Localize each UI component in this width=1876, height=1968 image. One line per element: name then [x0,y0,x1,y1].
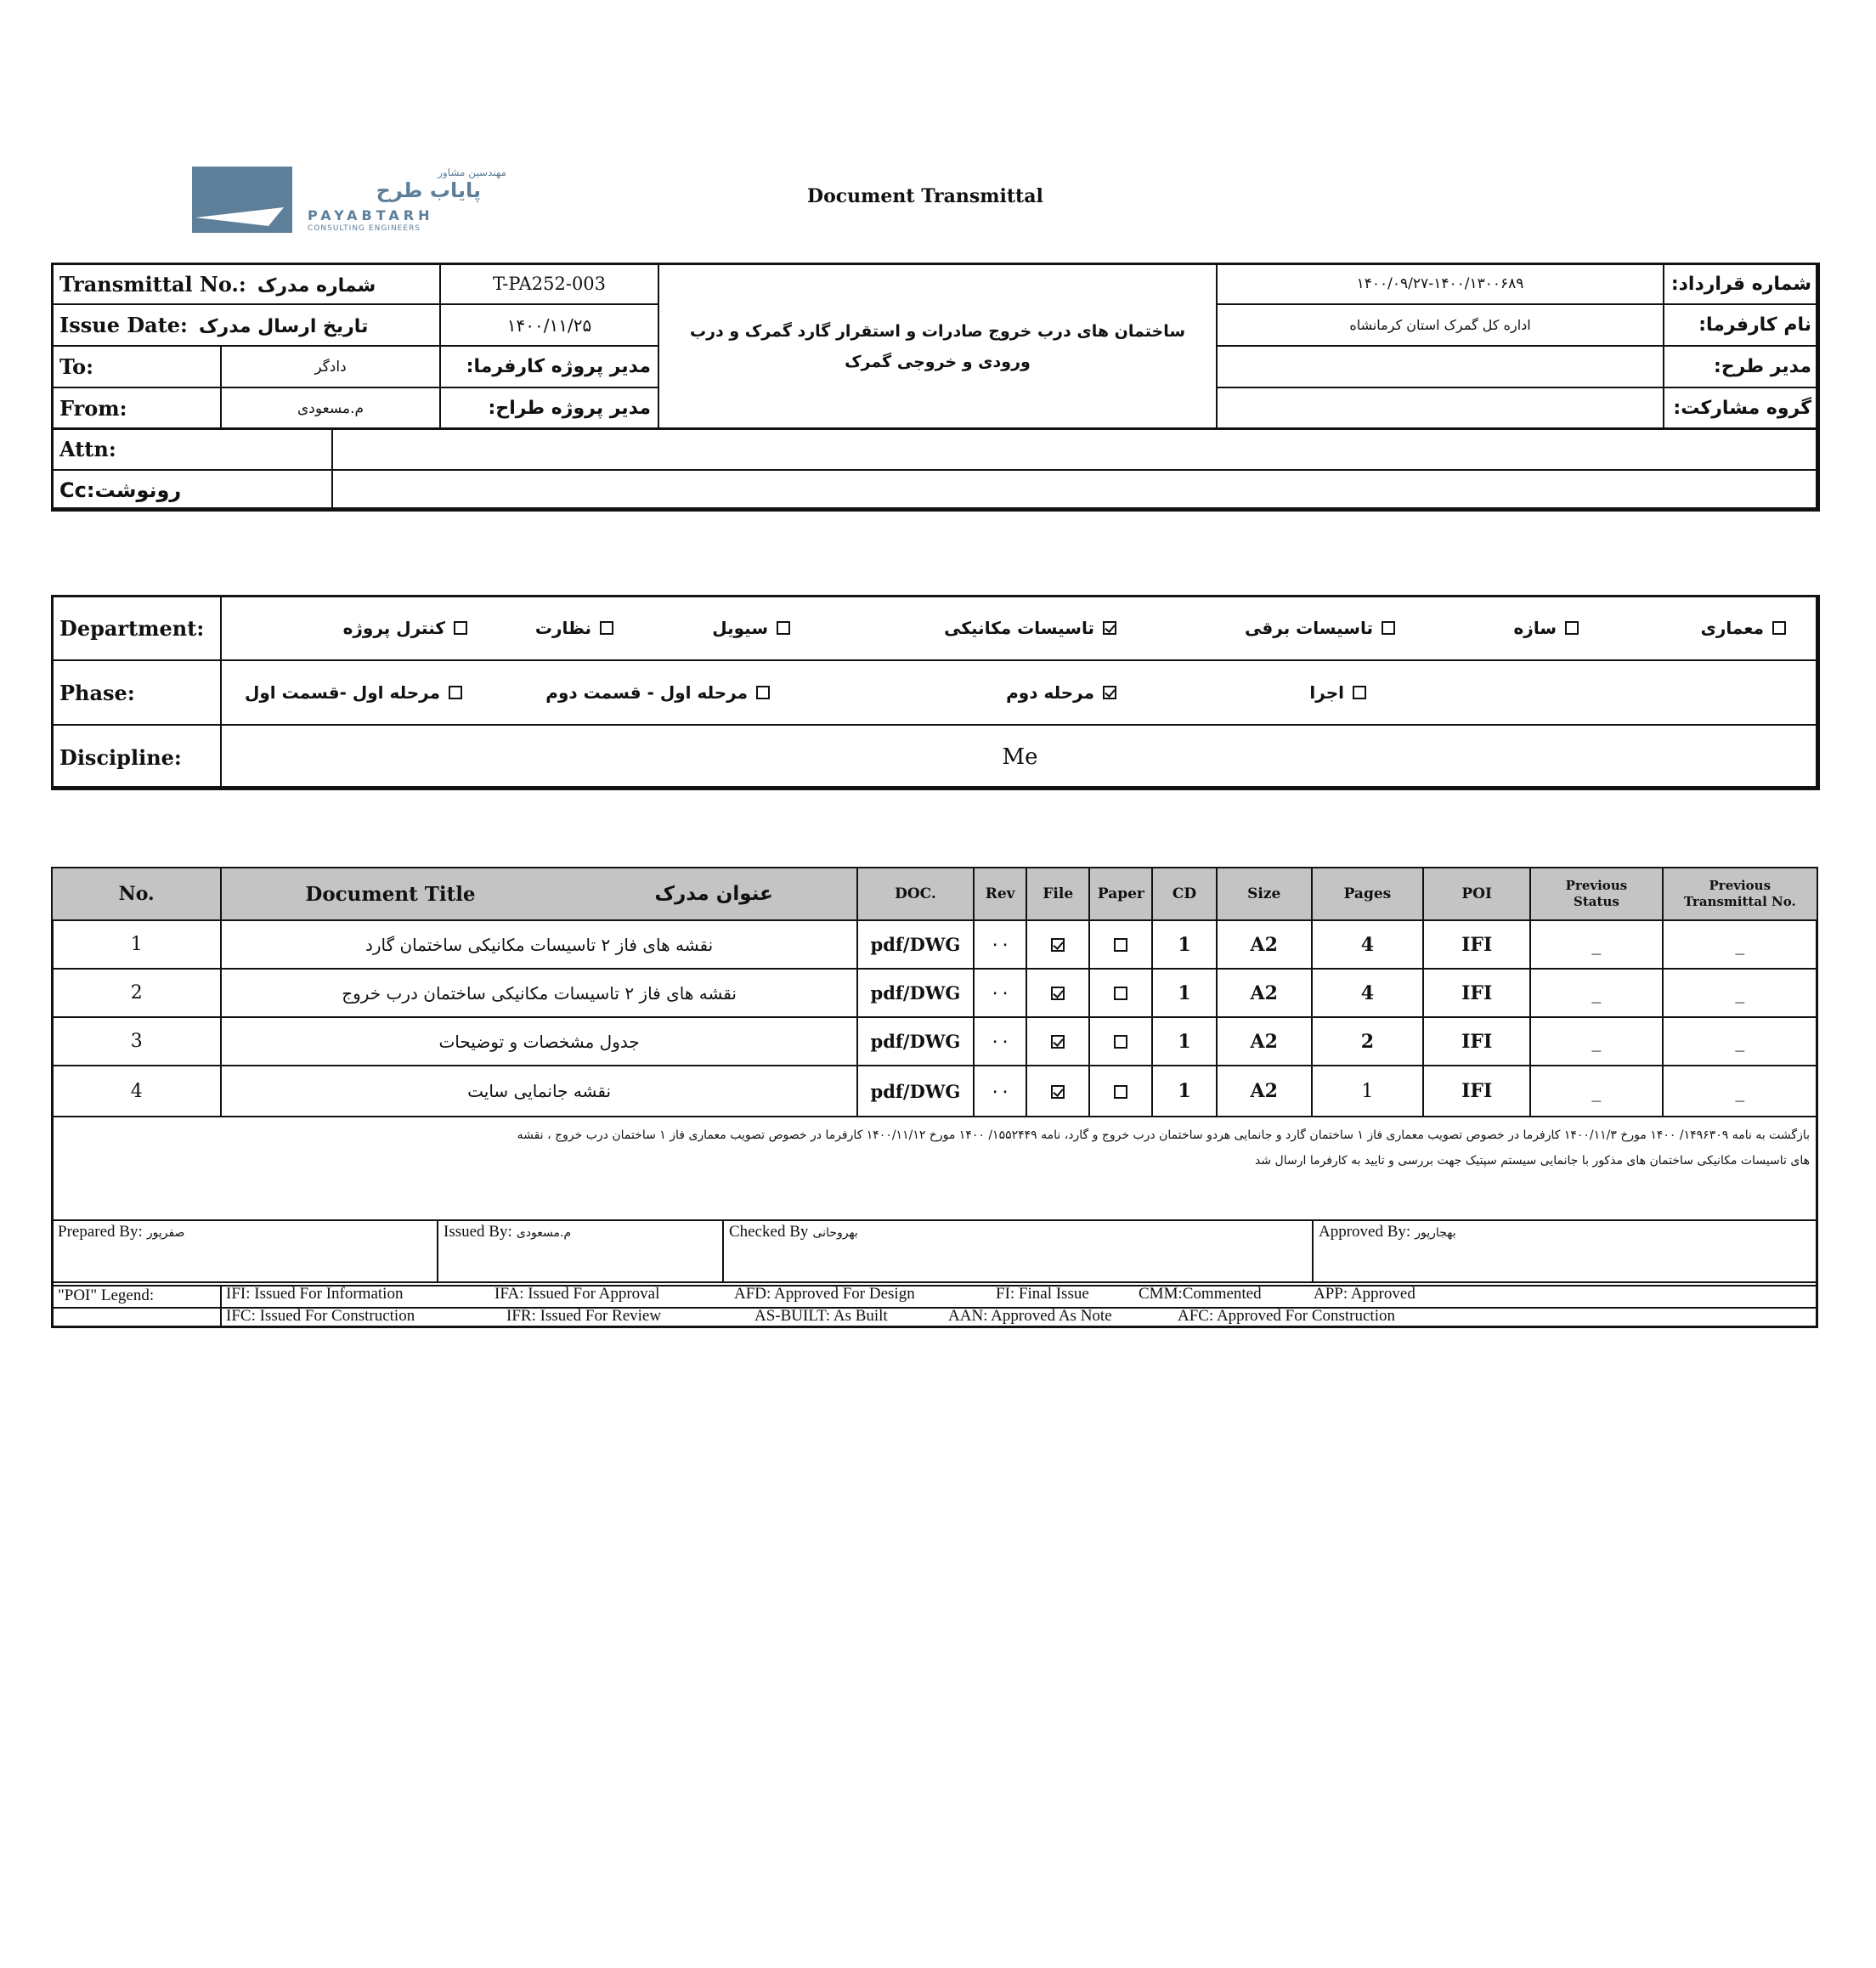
issue-date: ۱۴۰۰/۱۱/۲۵ [440,304,658,346]
client-pm-label: مدیر پروژه کارفرما: [440,346,658,387]
legend-ifr: IFR: Issued For Review [506,1307,662,1325]
row-pages: 2 [1312,1017,1423,1066]
issue-date-label: Issue Date: تاریخ ارسال مدرک [52,304,440,346]
table-row [52,1017,1817,1066]
legend-afc: AFC: Approved For Construction [1178,1307,1395,1325]
row-doc: pdf/DWG [857,920,974,969]
logo-en-sub: CONSULTING ENGINEERS [308,224,421,233]
row-no: 1 [52,920,221,969]
row-doc: pdf/DWG [857,1066,974,1117]
partnership-label: گروه مشارکت: [1664,387,1819,429]
phase-first-stage-part-two-checkbox[interactable] [756,686,770,699]
col-cd: CD [1152,868,1216,920]
legend-label: "POI" Legend: [58,1287,155,1304]
dept-supervision-checkbox[interactable] [600,621,613,635]
row-size: A2 [1217,920,1312,969]
dept-architecture[interactable]: معماری [1701,597,1786,659]
client-value: اداره کل گمرک استان کرمانشاه [1217,304,1664,346]
row-prev-transmittal: _ [1663,1017,1817,1066]
dept-structure-checkbox[interactable] [1565,621,1579,635]
row-no: 4 [52,1066,221,1117]
table-row [52,920,1817,969]
row-file[interactable] [1026,969,1089,1017]
dept-civil[interactable]: سیویل [712,597,790,659]
row-doc: pdf/DWG [857,1017,974,1066]
row-poi: IFI [1423,1017,1530,1066]
design-manager-label: مدیر طرح: [1664,346,1819,387]
attn-value [332,428,1819,470]
row-no: 2 [52,969,221,1017]
attn-label: Attn: [52,428,332,470]
row-prev-transmittal: _ [1663,920,1817,969]
partnership-value [1217,387,1664,429]
col-previous-status: Previous Status [1530,868,1662,920]
row-poi: IFI [1423,1066,1530,1117]
designer-pm-label: مدیر پروژه طراح: [440,387,658,429]
row-rev: ۰۰ [974,1017,1026,1066]
logo-en-name: PAYABTARH [308,207,434,223]
project-title: ساختمان های درب خروج صادرات و استقرار گارد گمرک و درب ورودی و خروجی گمرک [658,263,1217,429]
attn-cc-table [51,427,1820,512]
table-row [52,969,1817,1017]
transmittal-no-label: Transmittal No.: شماره مدرک [52,263,440,304]
company-logo [192,167,506,235]
row-pages: 4 [1312,920,1423,969]
header-table [51,263,1820,430]
col-title: Document Title عنوان مدرک [221,868,856,920]
to-value: دادگر [221,346,440,387]
row-cd: 1 [1152,969,1216,1017]
row-title: جدول مشخصات و توضیحات [221,1017,856,1066]
classification-table [51,595,1820,790]
dept-project-control-checkbox[interactable] [454,621,467,635]
row-pages: 1 [1312,1066,1423,1117]
phase-first-stage-part-one[interactable]: مرحله اول -قسمت اول [245,661,462,724]
phase-second-stage-checkbox[interactable] [1103,686,1116,699]
legend-as-built: AS-BUILT: As Built [754,1307,888,1325]
approved-by: Approved By: بهجارپور [1319,1223,1456,1241]
logo-fa-top: مهندسین مشاور [438,167,506,178]
phase-first-stage-part-one-checkbox[interactable] [449,686,462,699]
dept-supervision[interactable]: نظارت [535,597,613,659]
legend-afd: AFD: Approved For Design [734,1285,915,1303]
legend-ifc: IFC: Issued For Construction [226,1307,415,1325]
signatures-row [52,1220,1817,1282]
to-label: To: [52,346,221,387]
contract-no-label: شماره قرارداد: [1664,263,1819,304]
row-prev-status: _ [1530,969,1662,1017]
file-checkbox[interactable] [1051,987,1065,1000]
legend-ifa: IFA: Issued For Approval [494,1285,660,1303]
documents-header-row [52,868,1817,920]
remarks: بازگشت به نامه ۱۴۹۶۳۰۹/ ۱۴۰۰ مورخ ۱۴۰۰/۱۱/۳ کارفرما در خصوص تصویب معماری فاز ۱ ساختمان گارد و جانمایی هردو ساختمان درب خروج و گارد، نامه ۱۵۵۲۴۴۹/ ۱۴۰۰ مورخ ۱۴۰۰/۱۱/۱۲ کارفرما در خصوص تصویب معماری فاز ۱ ساختمان درب خروج ، نقشه های تاسیسات مکانیکی ساختمان های مذکور با جانمایی سیستم سپتیک جهت بررسی و تایید به کارفرما ارسال شد [52,1117,1817,1220]
phase-first-stage-part-two[interactable]: مرحله اول - قسمت دوم [545,661,770,724]
col-file: File [1026,868,1089,920]
row-prev-transmittal: _ [1663,1066,1817,1117]
col-size: Size [1217,868,1312,920]
row-paper[interactable] [1089,1017,1152,1066]
row-size: A2 [1217,1017,1312,1066]
legend-cmm: CMM:Commented [1139,1285,1262,1303]
logo-fa-name: پایاب طرح [376,178,481,202]
col-paper: Paper [1089,868,1152,920]
row-pages: 4 [1312,969,1423,1017]
cc-value [332,470,1819,511]
legend-fi: FI: Final Issue [996,1285,1089,1303]
department-options [221,596,1819,660]
transmittal-no: T-PA252-003 [440,263,658,304]
row-cd: 1 [1152,1017,1216,1066]
row-paper[interactable] [1089,1066,1152,1117]
checked-by: Checked By بهروحانی [724,1221,1314,1281]
file-checkbox[interactable] [1051,1085,1065,1099]
paper-checkbox[interactable] [1114,1085,1127,1099]
row-file[interactable] [1026,1066,1089,1117]
paper-checkbox[interactable] [1114,987,1127,1000]
phase-second-stage[interactable]: مرحله دوم [1006,661,1116,724]
row-rev: ۰۰ [974,1066,1026,1117]
dept-mechanical[interactable]: تاسیسات مکانیکی [944,597,1116,659]
discipline-value: Me [221,725,1819,789]
legend-app: APP: Approved [1314,1285,1415,1303]
poi-legend [51,1285,1818,1327]
phase-execution[interactable]: اجرا [1309,661,1366,724]
row-cd: 1 [1152,920,1216,969]
client-label: نام کارفرما: [1664,304,1819,346]
dept-electrical[interactable]: تاسیسات برقی [1245,597,1395,659]
col-pages: Pages [1312,868,1423,920]
row-title: نقشه جانمایی سایت [221,1066,856,1117]
phase-options [221,660,1819,725]
legend-aan: AAN: Approved As Note [948,1307,1112,1325]
file-checkbox[interactable] [1051,938,1065,952]
row-file[interactable] [1026,920,1089,969]
table-row [52,1066,1817,1117]
prepared-by: Prepared By: صفرپور [53,1221,438,1281]
row-size: A2 [1217,969,1312,1017]
dept-civil-checkbox[interactable] [777,621,790,635]
row-prev-transmittal: _ [1663,969,1817,1017]
cc-label: Cc:رونوشت [52,470,332,511]
row-cd: 1 [1152,1066,1216,1117]
remarks-row [52,1117,1817,1220]
row-paper[interactable] [1089,920,1152,969]
dept-mechanical-checkbox[interactable] [1103,621,1116,635]
col-previous-transmittal: Previous Transmittal No. [1663,868,1817,920]
logo-mark [192,167,292,233]
row-no: 3 [52,1017,221,1066]
row-doc: pdf/DWG [857,969,974,1017]
paper-checkbox[interactable] [1114,1035,1127,1049]
documents-table [51,867,1818,1283]
design-manager-value [1217,346,1664,387]
dept-structure[interactable]: سازه [1514,597,1579,659]
file-checkbox[interactable] [1051,1035,1065,1049]
row-prev-status: _ [1530,1066,1662,1117]
phase-label: Phase: [52,660,221,725]
col-no: No. [52,868,221,920]
from-value: م.مسعودی [221,387,440,429]
issued-by: Issued By: م.مسعودی [438,1221,724,1281]
row-title: نقشه های فاز ۲ تاسیسات مکانیکی ساختمان گارد [221,920,856,969]
row-poi: IFI [1423,969,1530,1017]
phase-execution-checkbox[interactable] [1353,686,1366,699]
row-rev: ۰۰ [974,920,1026,969]
row-paper[interactable] [1089,969,1152,1017]
row-rev: ۰۰ [974,969,1026,1017]
contract-no: ۱۴۰۰/۰۹/۲۷-۱۴۰۰/۱۳۰۰۶۸۹ [1217,263,1664,304]
row-prev-status: _ [1530,920,1662,969]
department-label: Department: [52,596,221,660]
row-file[interactable] [1026,1017,1089,1066]
col-rev: Rev [974,868,1026,920]
from-label: From: [52,387,221,429]
row-prev-status: _ [1530,1017,1662,1066]
legend-ifi: IFI: Issued For Information [226,1285,404,1303]
dept-electrical-checkbox[interactable] [1382,621,1395,635]
page-title: Document Transmittal [807,185,1043,207]
discipline-label: Discipline: [52,725,221,789]
row-title: نقشه های فاز ۲ تاسیسات مکانیکی ساختمان درب خروج [221,969,856,1017]
dept-project-control[interactable]: کنترل پروژه [343,597,467,659]
col-poi: POI [1423,868,1530,920]
col-doc: DOC. [857,868,974,920]
paper-checkbox[interactable] [1114,938,1127,952]
row-poi: IFI [1423,920,1530,969]
row-size: A2 [1217,1066,1312,1117]
dept-architecture-checkbox[interactable] [1772,621,1786,635]
